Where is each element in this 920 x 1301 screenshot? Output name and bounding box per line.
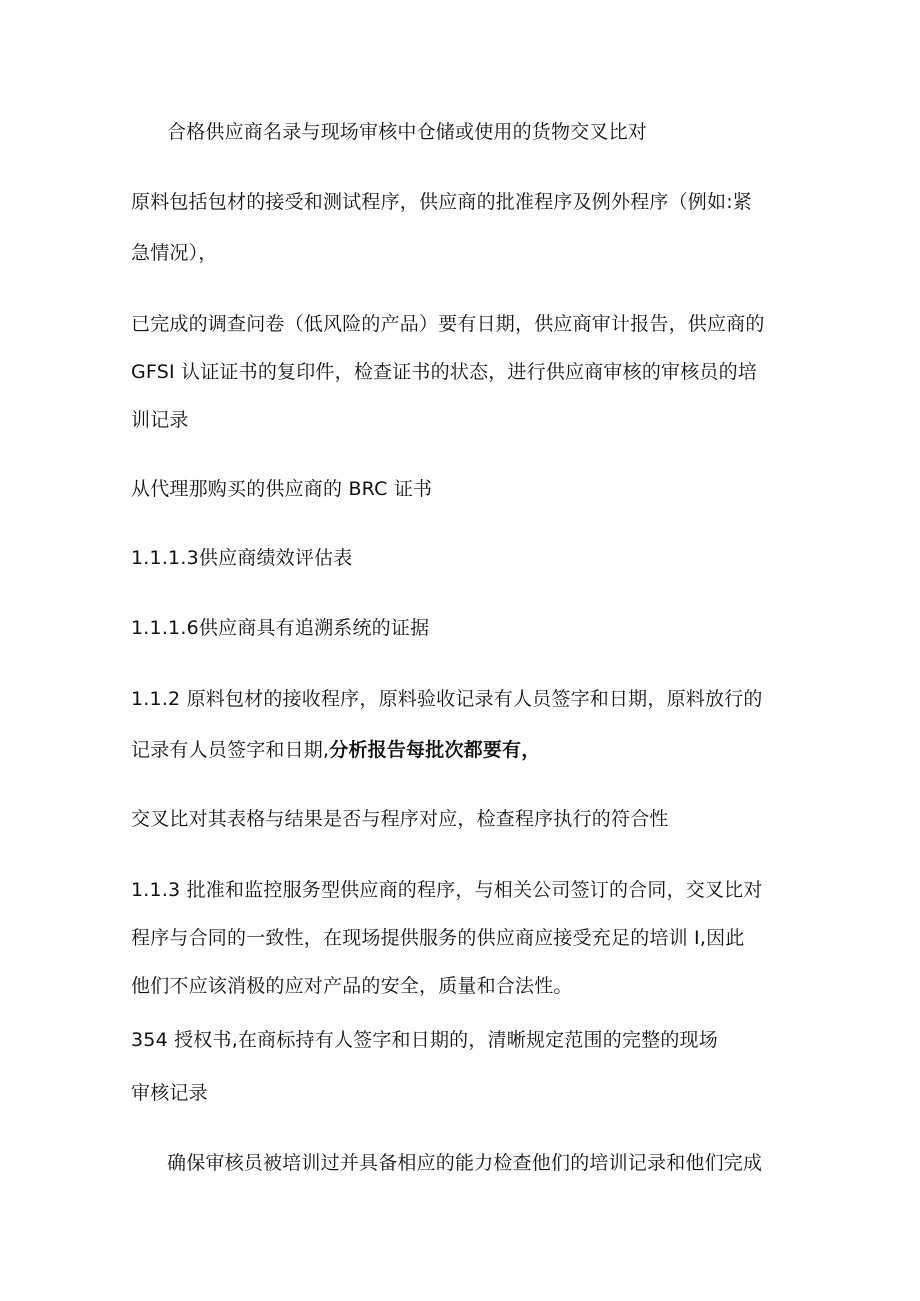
paragraph-traceability-evidence: 1.1.1.6供应商具有追溯系统的证据 [131,617,430,639]
paragraph-questionnaire-line-2: GFSI 认证证书的复印件，检查证书的状态，进行供应商审核的审核员的培 [131,361,758,383]
paragraph-questionnaire-line-1: 已完成的调查问卷（低风险的产品）要有日期，供应商审计报告，供应商的 [131,313,765,335]
paragraph-service-supplier-line-2: 程序与合同的一致性，在现场提供服务的供应商应接受充足的培训 I,因此 [131,927,745,949]
receiving-procedure-normal-text: 记录有人员签字和日期, [131,739,330,761]
paragraph-receiving-procedure-line-1: 1.1.2 原料包材的接收程序，原料验收记录有人员签字和日期，原料放行的 [131,688,763,710]
paragraph-authorization-line-2: 审核记录 [131,1082,208,1104]
paragraph-auditor-training: 确保审核员被培训过并具备相应的能力检查他们的培训记录和他们完成 [167,1152,763,1174]
paragraph-cross-check-supplier-list: 合格供应商名录与现场审核中仓储或使用的货物交叉比对 [167,121,648,143]
paragraph-receiving-procedure-line-2 [131,737,821,763]
receiving-procedure-bold-text: 分析报告每批次都要有， [329,739,541,761]
paragraph-brc-certificate: 从代理那购买的供应商的 BRC 证书 [131,478,433,500]
paragraph-cross-check-forms: 交叉比对其表格与结果是否与程序对应，检查程序执行的符合性 [131,808,669,830]
paragraph-service-supplier-line-3: 他们不应该消极的应对产品的安全，质量和合法性。 [131,975,573,997]
paragraph-raw-material-procedure-line-2: 急情况）， [131,242,218,264]
paragraph-service-supplier-line-1: 1.1.3 批准和监控服务型供应商的程序，与相关公司签订的合同，交叉比对 [131,879,763,901]
paragraph-questionnaire-line-3: 训记录 [131,409,189,431]
paragraph-raw-material-procedure-line-1: 原料包括包材的接受和测试程序，供应商的批准程序及例外程序（例如:紧 [131,191,753,213]
paragraph-supplier-performance: 1.1.1.3供应商绩效评估表 [131,547,353,569]
paragraph-authorization-line-1: 354 授权书,在商标持有人签字和日期的，清晰规定范围的完整的现场 [131,1029,718,1051]
